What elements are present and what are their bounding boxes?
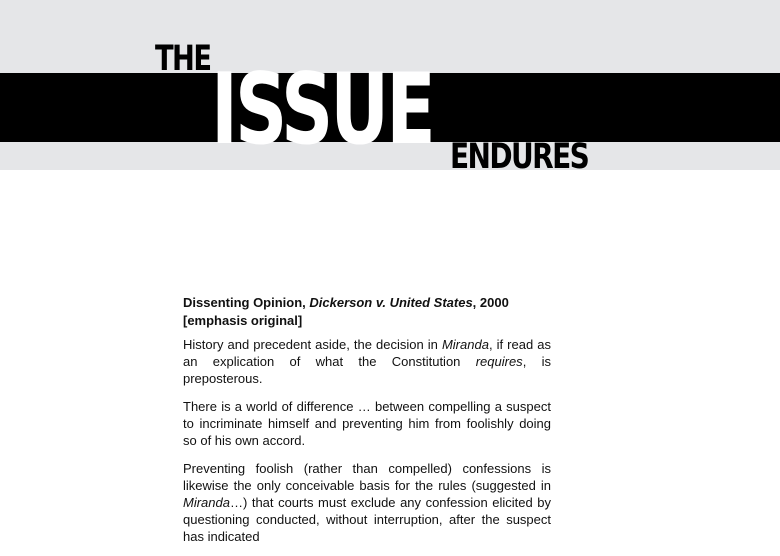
paragraph-1	[183, 336, 551, 387]
title-note: [emphasis original]	[183, 313, 303, 328]
case-name: Dickerson v. United States	[309, 295, 473, 310]
document-body	[183, 294, 551, 556]
title-year: , 2000	[472, 295, 509, 310]
header-word-the: THE	[155, 39, 211, 79]
header-word-endures: ENDURES	[450, 137, 589, 177]
document-title	[183, 294, 551, 330]
p3-text-1: Preventing foolish (rather than compelled) confessions is likewise the only conceivable basis for the rules (suggested in	[183, 461, 551, 493]
header-word-issue: ISSUE	[211, 53, 433, 167]
p1-italic-1: Miranda	[441, 337, 489, 352]
p1-text-3: , is preposterous.	[183, 354, 551, 386]
paragraph-3	[183, 460, 551, 545]
p1-text-2: , if read as an explication of what the Constitution	[183, 337, 551, 369]
title-prefix: Dissenting Opinion,	[183, 295, 310, 310]
paragraph-2: There is a world of difference … between compelling a suspect to incriminate himself and preventing him from foolishly doing so of his own accord.	[183, 399, 551, 448]
p3-text-2: …) that courts must exclude any confession elicited by questioning conducted, without interruption, after the suspect has indicated	[183, 495, 551, 544]
p1-text-1: History and precedent aside, the decision in	[183, 337, 442, 352]
p3-italic-1: Miranda	[183, 495, 230, 510]
p1-italic-2: requires	[475, 354, 523, 369]
